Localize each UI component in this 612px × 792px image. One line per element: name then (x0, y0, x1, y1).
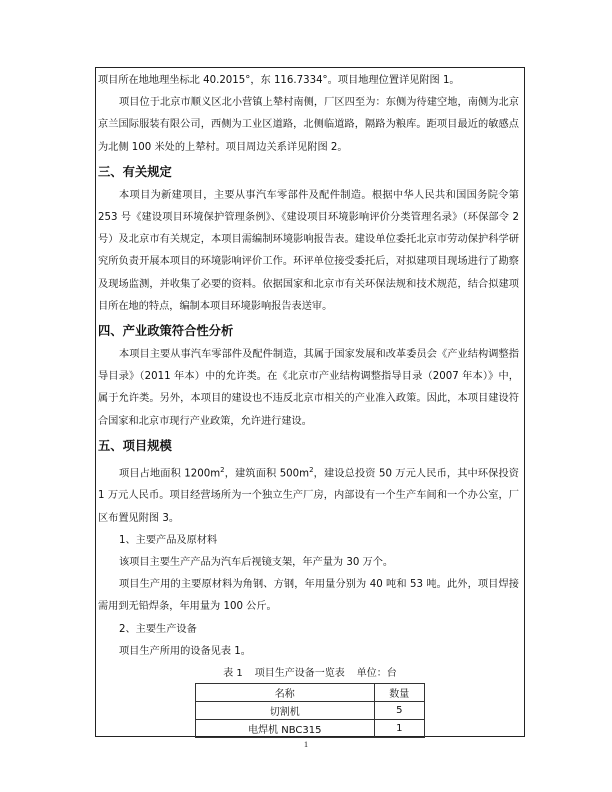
subsection-equipment-title: 2、主要生产设备 (119, 623, 197, 635)
document-body (95, 70, 525, 738)
cell-equipment-count: 5 (374, 702, 424, 720)
cell-equipment-name: 电焊机 NBC315 (196, 720, 375, 738)
section3-heading: 三、有关规定 (98, 164, 172, 179)
cell-equipment-name: 切割机 (196, 702, 375, 720)
page-number: 1 (304, 740, 308, 749)
area-superscript: 2 (309, 465, 314, 474)
section4-heading: 四、产业政策符合性分析 (98, 324, 234, 339)
area-superscript: 2 (220, 465, 225, 474)
equipment-paragraph: 项目生产所用的设备见表 1。 (119, 645, 251, 657)
section3-paragraph: 本项目为新建项目，主要从事汽车零部件及配件制造。根据中华人民共和国国务院令第 253 号《建设项目环境保护管理条例》、《建设项目环境影响评价分类管理名录》（环保部令 2 号）及北京市有关规定，本项目需编制环境影响报告表。建设单位委托北京市劳动保护科学研究所负责开展本项目的环境影响评价工作。环评单位接受委托后，对拟建项目现场进行了勘察及现场监测，并收集了必要的资料。依据国家和北京市有关环保法规和技术规范，结合拟建项目所在地的特点，编制本项目环境影响报告表送审。 (98, 189, 519, 312)
header-quantity: 数量 (374, 684, 424, 702)
section5-heading: 五、项目规模 (98, 438, 172, 453)
table-number: 表 1 (223, 668, 243, 680)
subsection-products-title: 1、主要产品及原材料 (119, 534, 218, 546)
table-header-row (196, 684, 425, 702)
table-title: 项目生产设备一览表 (254, 668, 345, 680)
intro-line: 项目所在地地理坐标北 40.2015°，东 116.7334°。项目地理位置详见附图 1。 (98, 75, 460, 86)
section4-paragraph: 本项目主要从事汽车零部件及配件制造，其属于国家发展和改革委员会《产业结构调整指导目录》（2011 年本）中的允许类。在《北京市产业结构调整指导目录（2007 年本）》中，属于允许类。另外，本项目的建设也不违反北京市相关的产业准入政策。因此，本项目建设符合国家和北京市现行产业政策，允许进行建设。 (98, 349, 519, 427)
equipment-table (195, 683, 425, 738)
products-paragraph: 该项目主要生产产品为汽车后视镜支架，年产量为 30 万个。 (119, 557, 394, 569)
intro-paragraph: 项目位于北京市顺义区北小营镇上辇村南侧，厂区四至为：东侧为待建空地，南侧为北京京兰国际服装有限公司，西侧为工业区道路，北侧临道路，隔路为粮库。距项目最近的敏感点为北侧 100 米处的上辇村。项目周边关系详见附图 2。 (98, 97, 519, 153)
materials-paragraph: 项目生产用的主要原材料为角钢、方钢，年用量分别为 40 吨和 53 吨。此外，项目焊接需用到无铅焊条，年用量为 100 公斤。 (98, 579, 519, 613)
table-row (196, 702, 425, 720)
header-name: 名称 (196, 684, 375, 702)
cell-equipment-count: 1 (374, 720, 424, 738)
table-caption (95, 665, 525, 683)
table-unit: 单位：台 (356, 668, 397, 680)
table-row (196, 720, 425, 738)
section5-paragraph: 项目占地面积 $1200m^2$，建筑面积 $500m^2$，建设总投资 50 万元人民币，其中环保投资 1 万元人民币。项目经营场所为一个独立生产厂房，内部设有一个生产车间和一个办公室，厂区布置见附图 3。 (98, 465, 519, 524)
